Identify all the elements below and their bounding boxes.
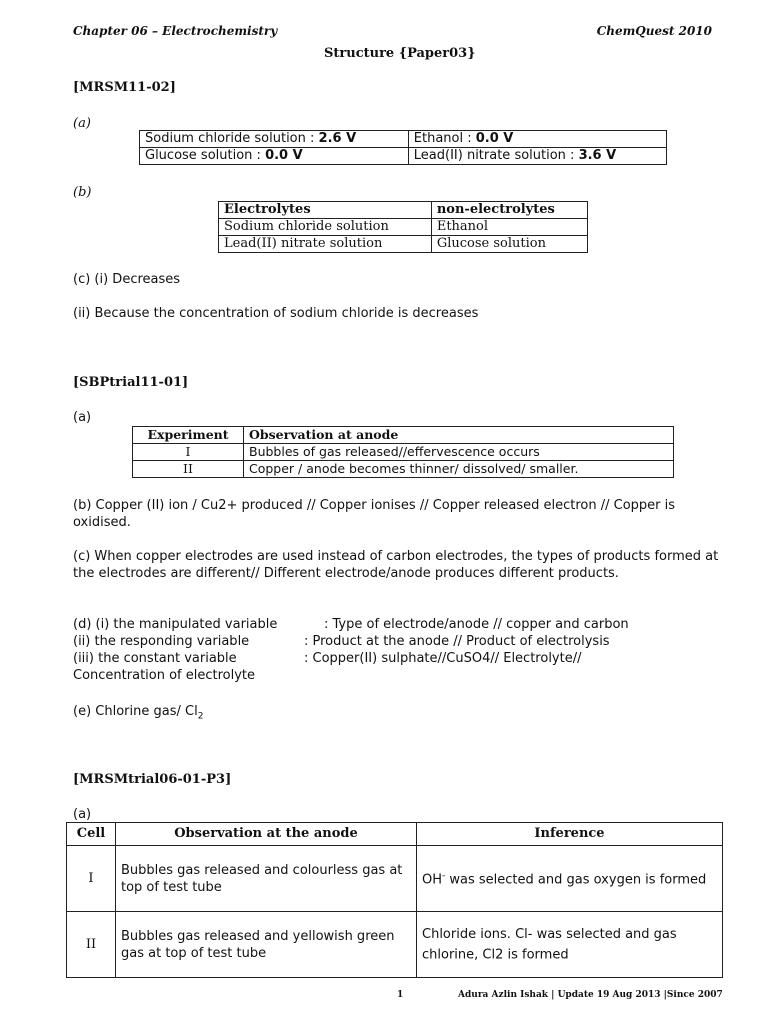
column-header: Cell bbox=[67, 823, 116, 846]
column-header: non-electrolytes bbox=[431, 202, 587, 219]
answer-d-i-value: : Type of electrode/anode // copper and carbon bbox=[324, 617, 629, 632]
answer-c-i: (c) (i) Decreases bbox=[73, 272, 181, 287]
table-row bbox=[133, 461, 674, 478]
table-cell: Sodium chloride solution : 2.6 V bbox=[140, 131, 409, 148]
part-a-label: (a) bbox=[73, 410, 92, 425]
section-code-mrsmtrial06: [MRSMtrial06-01-P3] bbox=[73, 772, 232, 787]
table-header-row bbox=[67, 823, 723, 846]
observation-table bbox=[132, 426, 674, 478]
voltage-table bbox=[139, 130, 667, 165]
column-header: Inference bbox=[417, 823, 723, 846]
table-cell: Ethanol bbox=[431, 219, 587, 236]
table-cell: Bubbles of gas released//effervescence occurs bbox=[244, 444, 674, 461]
table-cell: Ethanol : 0.0 V bbox=[408, 131, 666, 148]
table-cell: Glucose solution : 0.0 V bbox=[140, 148, 409, 165]
table-row bbox=[67, 846, 723, 912]
table-row bbox=[140, 131, 667, 148]
answer-e: (e) Chlorine gas/ $Cl_2$ bbox=[73, 704, 204, 722]
table-cell: Glucose solution bbox=[431, 236, 587, 253]
answer-d-ii-label: (ii) the responding variable bbox=[73, 634, 250, 649]
table-cell: OH- was selected and gas oxygen is formed bbox=[417, 846, 723, 912]
table-cell: II bbox=[133, 461, 244, 478]
section-code-sbptrial11: [SBPtrial11-01] bbox=[73, 375, 189, 390]
table-header-row bbox=[133, 427, 674, 444]
table-cell: Lead(II) nitrate solution : 3.6 V bbox=[408, 148, 666, 165]
table-header-row bbox=[219, 202, 588, 219]
answer-d-iii-value: : Copper(II) sulphate//CuSO4// Electrolyte// bbox=[304, 651, 582, 666]
table-cell: Chloride ions. Cl- was selected and gas chlorine, Cl2 is formed bbox=[417, 912, 723, 978]
answer-c: (c) When copper electrodes are used instead of carbon electrodes, the types of products formed at the electrodes are different// Different electrode/anode produces different products. bbox=[73, 549, 719, 581]
table-cell: Bubbles gas released and yellowish green gas at top of test tube bbox=[116, 912, 417, 978]
table-cell: Lead(II) nitrate solution bbox=[219, 236, 432, 253]
table-row bbox=[133, 444, 674, 461]
answer-c-ii: (ii) Because the concentration of sodium chloride is decreases bbox=[73, 306, 479, 321]
answer-d-iii-cont: Concentration of electrolyte bbox=[73, 668, 256, 683]
table-cell: Bubbles gas released and colourless gas at top of test tube bbox=[116, 846, 417, 912]
answer-d-ii-value: : Product at the anode // Product of electrolysis bbox=[304, 634, 610, 649]
column-header: Experiment bbox=[133, 427, 244, 444]
answer-d-i-label: (d) (i) the manipulated variable bbox=[73, 617, 278, 632]
footer-credit: Adura Azlin Ishak | Update 19 Aug 2013 |Since 2007 bbox=[458, 990, 723, 1000]
table-row bbox=[219, 219, 588, 236]
column-header: Electrolytes bbox=[219, 202, 432, 219]
table-cell: Copper / anode becomes thinner/ dissolved/ smaller. bbox=[244, 461, 674, 478]
part-a-label: (a) bbox=[73, 807, 92, 822]
part-a-label: (a) bbox=[73, 116, 91, 131]
table-cell: I bbox=[133, 444, 244, 461]
answer-b: (b) Copper (II) ion / Cu2+ produced // Copper ionises // Copper released electron // Copper is oxidised. bbox=[73, 498, 676, 530]
section-code-mrsm11: [MRSM11-02] bbox=[73, 80, 176, 95]
table-row bbox=[140, 148, 667, 165]
page-number: 1 bbox=[397, 990, 404, 1000]
column-header: Observation at the anode bbox=[116, 823, 417, 846]
part-b-label: (b) bbox=[73, 185, 92, 200]
book-title: ChemQuest 2010 bbox=[596, 24, 712, 38]
table-row bbox=[67, 912, 723, 978]
cell-inference-table bbox=[66, 822, 723, 978]
table-cell: II bbox=[67, 912, 116, 978]
structure-title: Structure {Paper03} bbox=[324, 46, 476, 61]
chapter-title: Chapter 06 – Electrochemistry bbox=[73, 24, 278, 38]
table-row bbox=[219, 236, 588, 253]
column-header: Observation at anode bbox=[244, 427, 674, 444]
table-cell: I bbox=[67, 846, 116, 912]
answer-d-iii-label: (iii) the constant variable bbox=[73, 651, 237, 666]
table-cell: Sodium chloride solution bbox=[219, 219, 432, 236]
electrolyte-table bbox=[218, 201, 588, 253]
